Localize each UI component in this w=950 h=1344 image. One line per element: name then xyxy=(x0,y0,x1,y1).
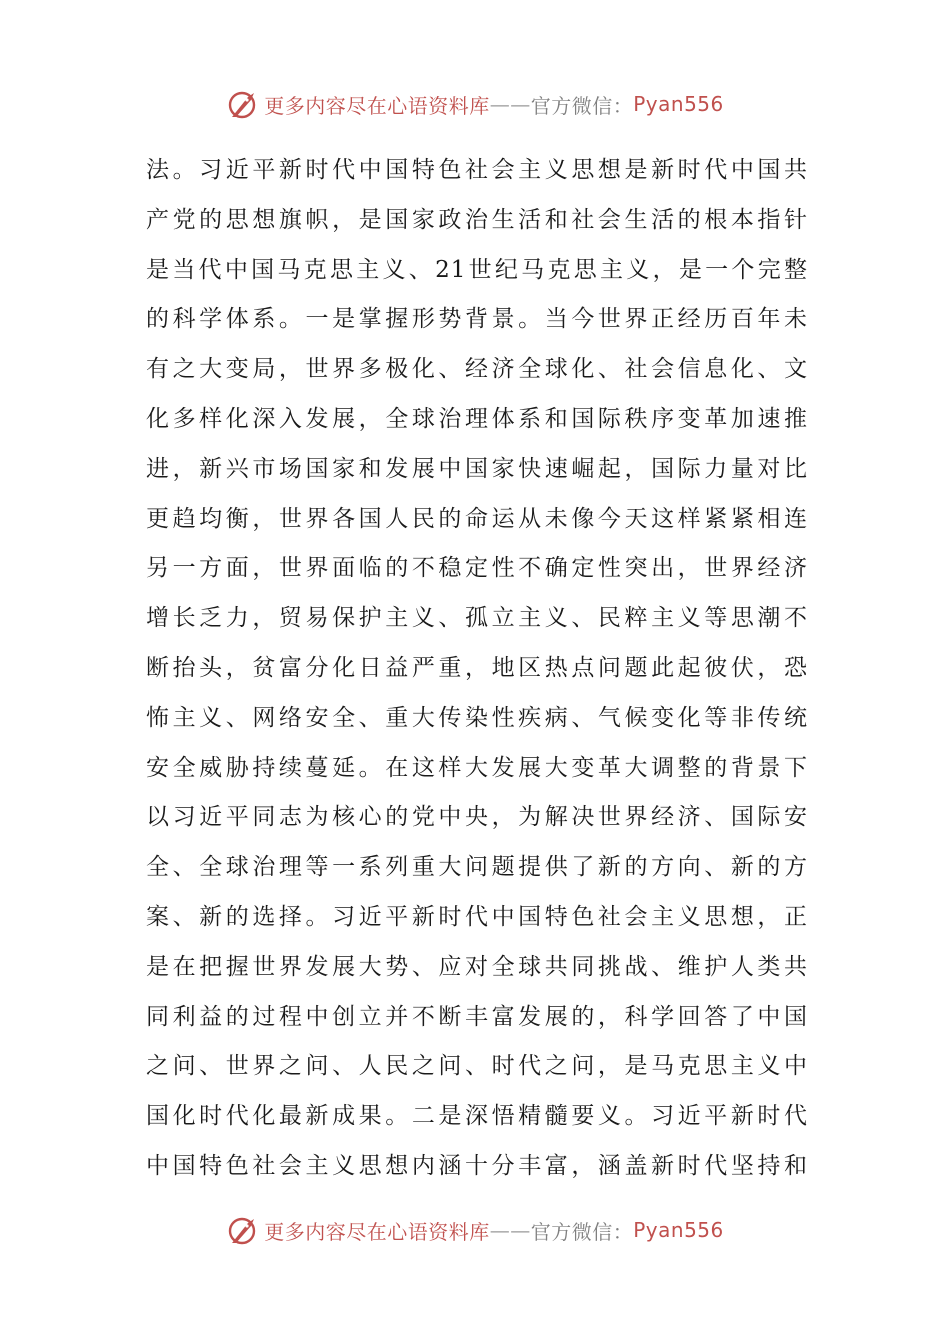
body-line-18: 同利益的过程中创立并不断丰富发展的，科学回答了中国 xyxy=(146,1003,808,1030)
banner-gray-text: 官方微信： xyxy=(530,93,634,118)
body-line-21: 中国特色社会主义思想内涵十分丰富，涵盖新时代坚持和 xyxy=(146,1152,808,1179)
pen-nib-logo-icon xyxy=(226,1213,260,1247)
footer-red-text: 更多内容尽在心语资料库 xyxy=(264,1219,490,1244)
body-line-8: 更趋均衡，世界各国人民的命运从未像今天这样紧紧相连 xyxy=(146,505,808,532)
body-line-11: 断抬头，贫富分化日益严重，地区热点问题此起彼伏，恐 xyxy=(146,654,808,681)
body-line-17: 是在把握世界发展大势、应对全球共同挑战、维护人类共 xyxy=(146,953,808,980)
banner-red-text: 更多内容尽在心语资料库 xyxy=(264,93,490,118)
footer-gray-text: 官方微信： xyxy=(530,1219,634,1244)
body-line-12: 怖主义、网络安全、重大传染性疾病、气候变化等非传统 xyxy=(146,704,808,731)
body-line-9: 另一方面，世界面临的不稳定性不确定性突出，世界经济 xyxy=(146,555,808,582)
body-line-16: 案、新的选择。习近平新时代中国特色社会主义思想，正 xyxy=(146,903,808,930)
body-line-6: 化多样化深入发展，全球治理体系和国际秩序变革加速推 xyxy=(146,405,808,432)
footer-wechat-id: Pyan556 xyxy=(633,1218,724,1242)
pen-nib-logo-icon xyxy=(226,87,260,121)
body-line-1: 法。习近平新时代中国特色社会主义思想是新时代中国共 xyxy=(146,157,808,183)
footer-banner xyxy=(0,1210,950,1250)
document-body xyxy=(146,146,808,1192)
banner-dash: —— xyxy=(489,92,531,116)
body-line-20: 国化时代化最新成果。二是深悟精髓要义。习近平新时代 xyxy=(146,1103,808,1130)
body-line-13: 安全威胁持续蔓延。在这样大发展大变革大调整的背景下 xyxy=(146,754,808,781)
body-line-3: 是当代中国马克思主义、21世纪马克思主义，是一个完整 xyxy=(146,256,808,283)
body-line-14: 以习近平同志为核心的党中央，为解决世界经济、国际安 xyxy=(146,804,808,831)
body-line-15: 全、全球治理等一系列重大问题提供了新的方向、新的方 xyxy=(146,854,808,881)
footer-dash: —— xyxy=(489,1218,531,1242)
body-line-2: 产党的思想旗帜，是国家政治生活和社会生活的根本指针 xyxy=(146,206,808,233)
banner-wechat-id: Pyan556 xyxy=(633,92,724,116)
header-banner xyxy=(0,84,950,124)
body-line-10: 增长乏力，贸易保护主义、孤立主义、民粹主义等思潮不 xyxy=(146,605,808,632)
body-line-19: 之问、世界之问、人民之问、时代之问，是马克思主义中 xyxy=(146,1053,808,1080)
body-line-5: 有之大变局，世界多极化、经济全球化、社会信息化、文 xyxy=(146,356,808,383)
body-line-4: 的科学体系。一是掌握形势背景。当今世界正经历百年未 xyxy=(146,306,808,333)
body-line-7: 进，新兴市场国家和发展中国家快速崛起，国际力量对比 xyxy=(146,455,808,482)
